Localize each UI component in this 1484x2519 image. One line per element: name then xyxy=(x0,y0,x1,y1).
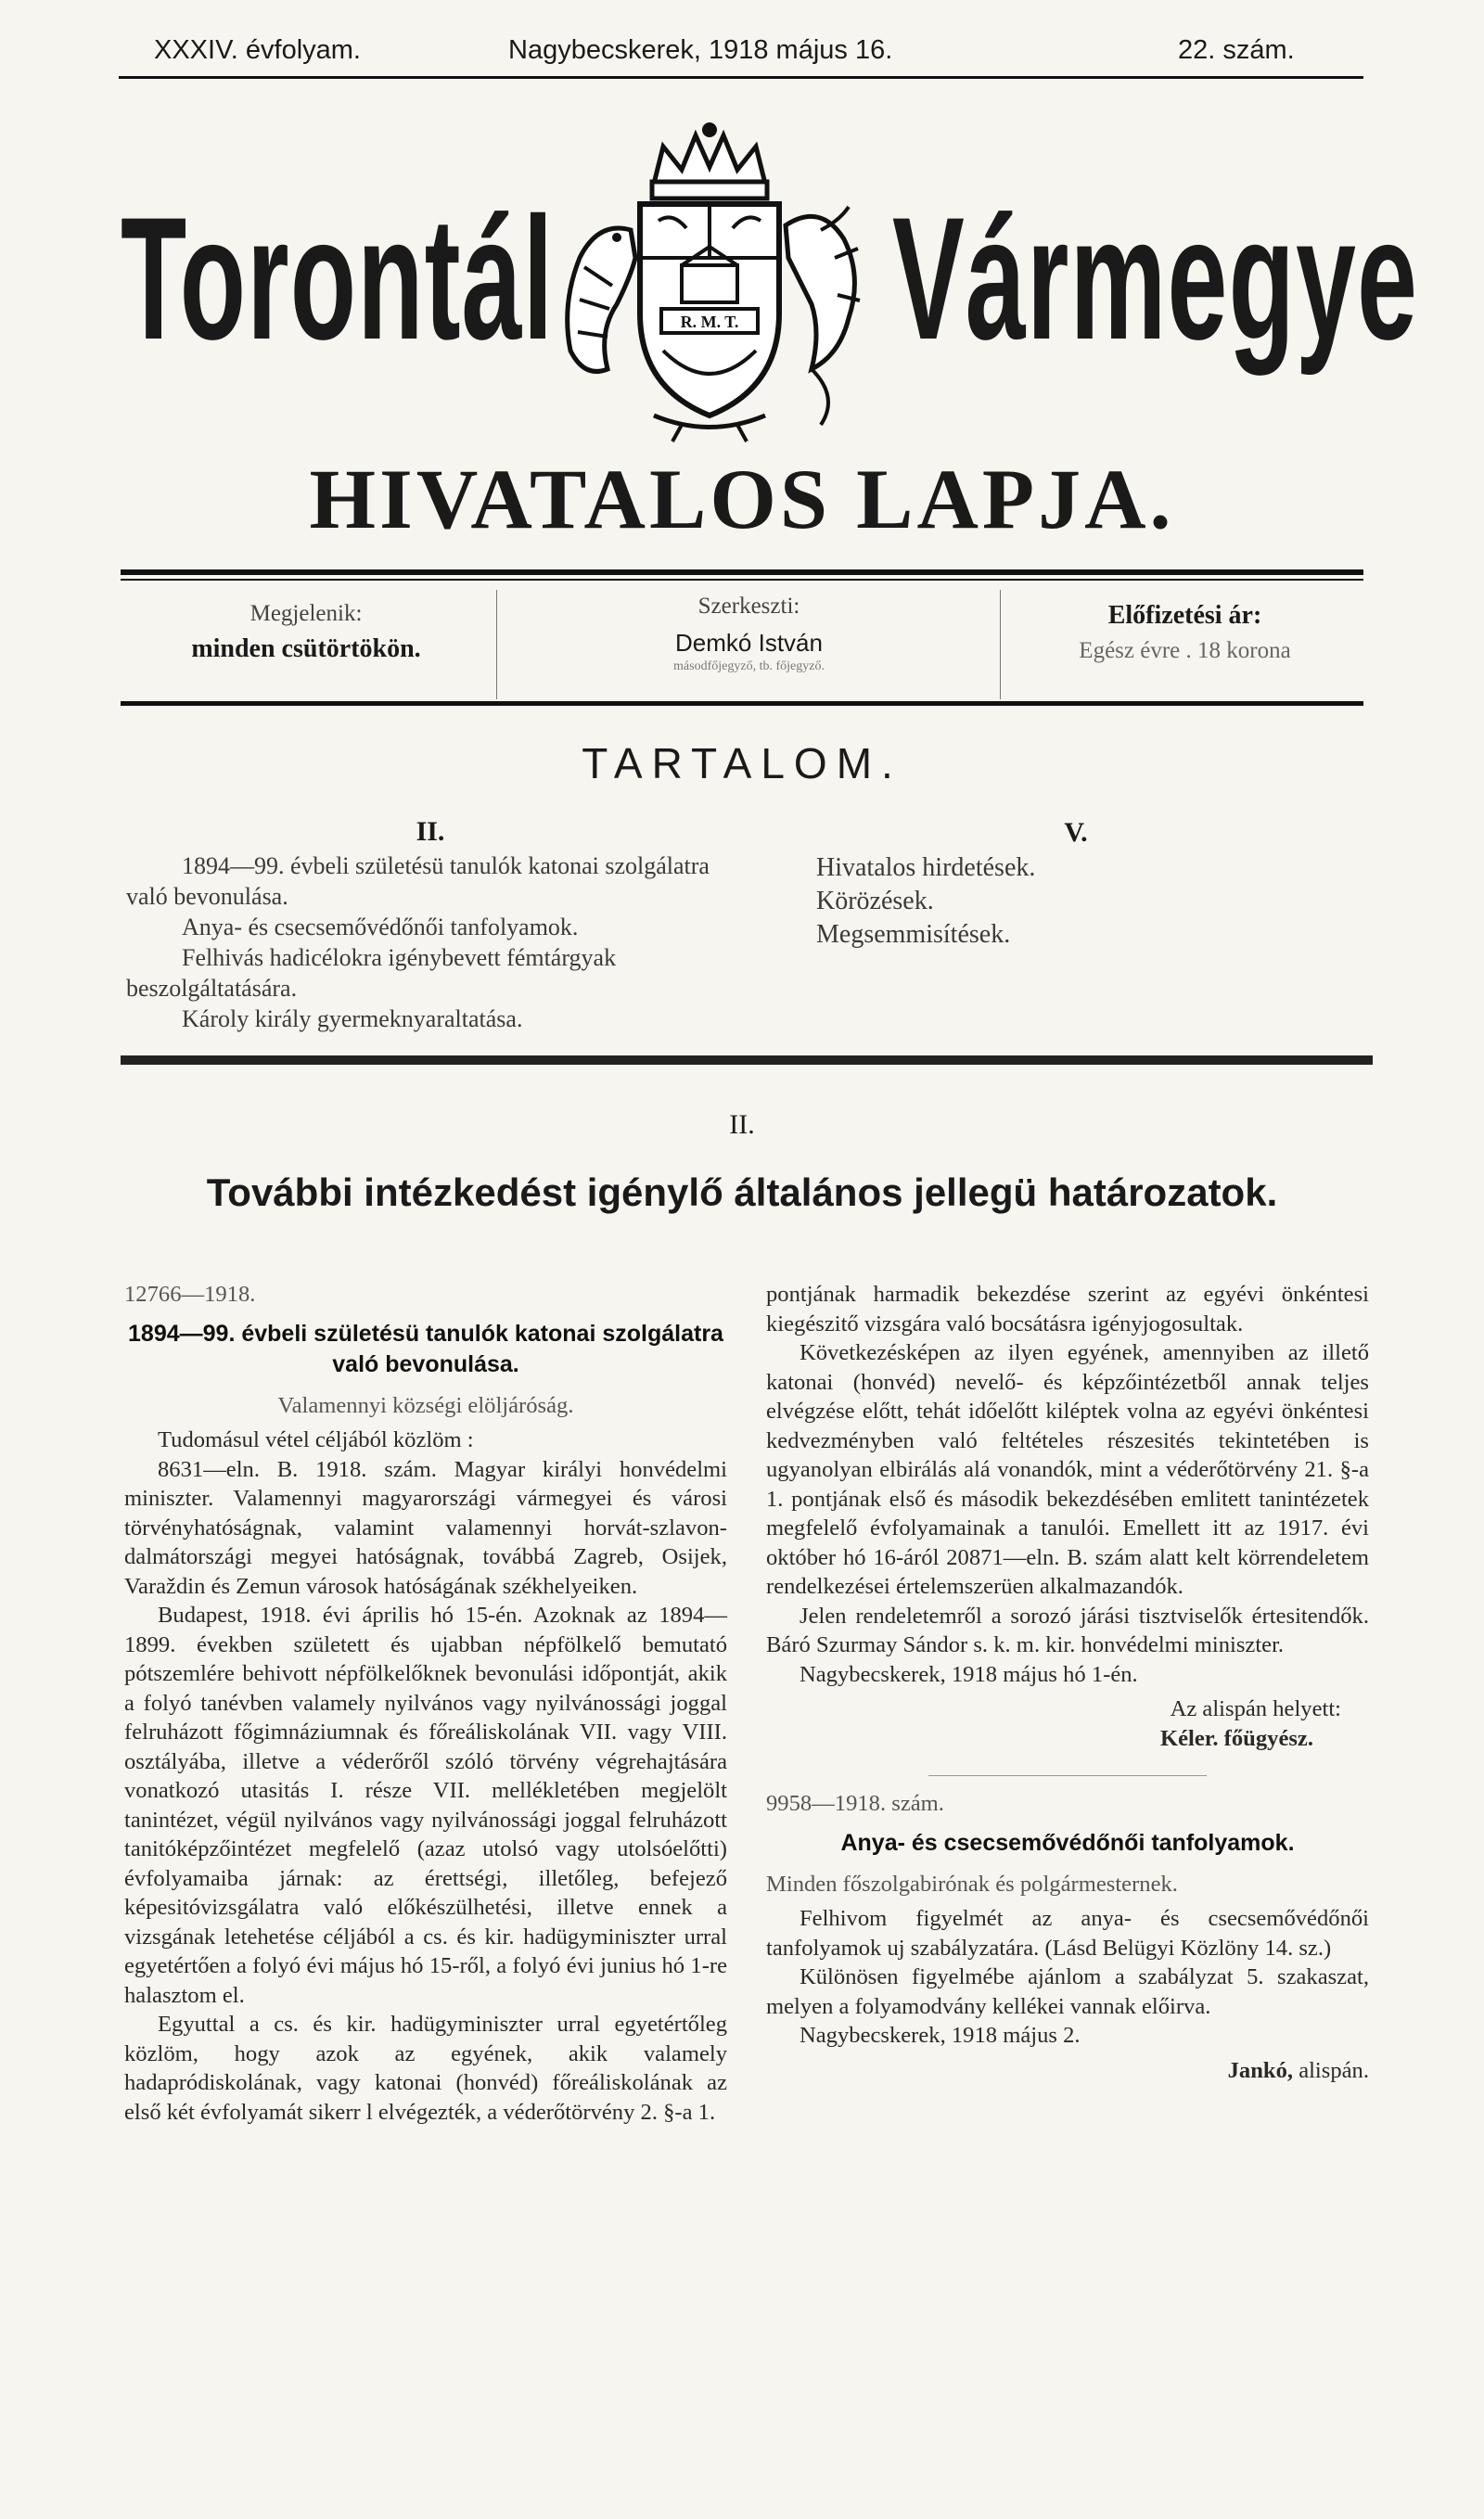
signature-name: Jankó, xyxy=(1227,2057,1294,2083)
article-paragraph: Felhivom figyelmét az anya- és csecsemővédőnői tanfolyamok uj szabályzatára. (Lásd Belügyi Közlöny 14. sz.) xyxy=(766,1906,1369,1961)
contents-right-head: V. xyxy=(1064,817,1088,848)
article-reference: 9958—1918. szám. xyxy=(766,1791,944,1816)
editor-info xyxy=(501,594,997,674)
contents-item: Anya- és csecsemővédőnői tanfolyamok. xyxy=(182,914,579,940)
info-bottom-rule xyxy=(121,701,1363,706)
schedule-value: minden csütörtökön. xyxy=(191,634,421,663)
signature-title: alispán. xyxy=(1298,2057,1369,2083)
contents-bottom-rule xyxy=(121,1055,1373,1065)
issue-header xyxy=(121,35,1363,72)
masthead-subtitle: HIVATALOS LAPJA. xyxy=(309,452,1175,546)
article-paragraph: Különösen figyelmébe ajánlom a szabályzat 5. szakaszat, melyen a folyamodvány kellékei vannak előirva. xyxy=(766,1964,1369,2019)
article-reference: 12766—1918. xyxy=(124,1282,256,1307)
editor-label: Szerkeszti: xyxy=(697,594,800,619)
masthead-title-right: Vármegye xyxy=(892,181,1419,376)
subscription-info xyxy=(1006,594,1363,664)
section-number: II. xyxy=(729,1109,755,1140)
article-signature xyxy=(766,2056,1369,2086)
schedule-label: Megjelenik: xyxy=(249,601,363,626)
article-heading: Anya- és csecsemővédőnői tanfolyamok. xyxy=(840,1829,1295,1856)
article-heading: 1894—99. évbeli születésü tanulók katonai szolgálatra való bevonulása. xyxy=(128,1320,723,1377)
contents-item: Megsemmisítések. xyxy=(816,920,1011,949)
contents-left-head: II. xyxy=(416,816,445,847)
article-paragraph: Tudomásul vétel céljából közlöm : xyxy=(158,1427,474,1452)
header-rule xyxy=(119,76,1363,79)
article-addressee: Minden főszolgabirónak és polgármesternek. xyxy=(766,1871,1178,1897)
editor-title: másodfőjegyző, tb. főjegyző. xyxy=(673,659,825,673)
article-paragraph: Budapest, 1918. évi április hó 15-én. Azoknak az 1894—1899. években született és ujabban népfölkelő bemutató pótszemlére behivott népfölkelőknek bevonulási időpontját, akik a folyó tanévben valamely nyilvános vagy nyilvánossági joggal felruházott főgimnáziumnak és főreáliskolának VII. vagy VIII. osztályába, illetve a véderőről szóló törvény végrehajtására vonatkozó utasitás I. része VII. mellékletében megjelölt tanintézet, végül nyilvános vagy nyilvánossági joggal felruházott tanitóképzőintézet megfelelő (azaz utolsó vagy utolsóelőtti) évfolyamaiba járnak: az érettségi, illetőleg, befejező képesitóvizsgálatra való előkészülhetési, illetve ennek a vizsgának letehetése céljából a cs. és kir. hadügyminiszter urral egyetértően a folyó évi május hó 15-ről, a folyó évi junius hó 1-re halasztom el. xyxy=(124,1603,727,2008)
info-divider-right xyxy=(1000,590,1001,699)
volume-label: XXXIV. évfolyam. xyxy=(154,35,361,65)
contents-item: Károly király gyermeknyaraltatása. xyxy=(182,1005,523,1032)
article-signature-line: Az alispán helyett: xyxy=(1170,1696,1341,1721)
article-date: Nagybecskerek, 1918 május hó 1-én. xyxy=(800,1661,1138,1687)
subscription-label: Előfizetési ár: xyxy=(1107,601,1262,630)
article-paragraph: 8631—eln. B. 1918. szám. Magyar királyi honvédelmi miniszter. Valamennyi magyarországi vármegyei és városi törvényhatóságnak, valamint valamennyi horvát-szlavon-dalmátországi megyei hatóságnak, továbbá Zagreb, Osijek, Varaždin és Zemun városok hatóságának székhelyeiken. xyxy=(124,1456,727,1599)
info-top-rule xyxy=(121,569,1363,575)
coat-of-arms-icon xyxy=(543,119,876,445)
article-signature: Kéler. főügyész. xyxy=(1159,1725,1313,1751)
contents-left-column xyxy=(126,816,735,1034)
info-top-rule-thin xyxy=(121,579,1363,581)
article-paragraph: pontjának harmadik bekezdése szerint az egyévi önkéntesi kiegészitő vizsgára való bocsátásra igényjogosultak. xyxy=(766,1282,1369,1336)
article-date: Nagybecskerek, 1918 május 2. xyxy=(800,2023,1081,2048)
contents-item: Felhivás hadicélokra igénybevett fémtárgyak beszolgáltatására. xyxy=(126,944,617,1002)
contents-title: TARTALOM. xyxy=(582,739,902,787)
contents-item: 1894—99. évbeli születésü tanulók katonai szolgálatra való bevonulása. xyxy=(126,852,710,910)
article-separator xyxy=(928,1775,1207,1776)
masthead-title-left: Torontál xyxy=(121,181,555,376)
contents-item: Körözések. xyxy=(816,887,934,915)
contents-right-column xyxy=(816,816,1280,952)
article-right-column xyxy=(766,1280,1369,2085)
editor-name: Demkó István xyxy=(675,629,823,657)
article-paragraph: Következésképen az ilyen egyének, amennyiben az illető katonai (honvéd) nevelő- és képzőintézetből annak teljes elvégzése előtt, tehát időelőtt kiléptek volna az egyévi önkéntesi kedvezményben való feltételes részesités tekintetében is ugyanolyan elbirálás alá vonandók, mint a véderőtörvény 21. §-a 1. pontjának első és második bekezdésében emlitett tanintézetek megfelelő évfolyamainak a tanulói. Emellett itt az 1917. évi október hó 16-áról 20871—eln. B. szám alatt kelt körrendeletem rendelkezései értelemszerüen alkalmazandók. xyxy=(766,1340,1369,1599)
article-paragraph: Jelen rendeletemről a sorozó járási tisztviselők értesitendők. Báró Szurmay Sándor s. k. m. kir. honvédelmi miniszter. xyxy=(766,1603,1369,1657)
article-paragraph: Egyuttal a cs. és kir. hadügyminiszter urral egyetértőleg közlöm, hogy azok az egyének, akik valamely hadapródiskolának, vagy katonai (honvéd) főreáliskolának az első két évfolyamát sikerr l elvégezték, a véderőtörvény 2. §-a 1. xyxy=(124,2012,727,2125)
info-divider-left xyxy=(496,590,497,699)
contents-item: Hivatalos hirdetések. xyxy=(816,853,1036,882)
publication-schedule xyxy=(121,594,492,664)
article-addressee: Valamennyi községi elöljáróság. xyxy=(277,1392,574,1418)
place-date-label: Nagybecskerek, 1918 május 16. xyxy=(508,35,893,65)
issue-number-label: 22. szám. xyxy=(1178,35,1295,65)
section-title: További intézkedést igénylő általános jellegü határozatok. xyxy=(206,1170,1278,1214)
article-left-column xyxy=(124,1280,727,2127)
crest-inscription: R. M. T. xyxy=(680,313,739,331)
subscription-price: Egész évre . 18 korona xyxy=(1079,638,1291,663)
